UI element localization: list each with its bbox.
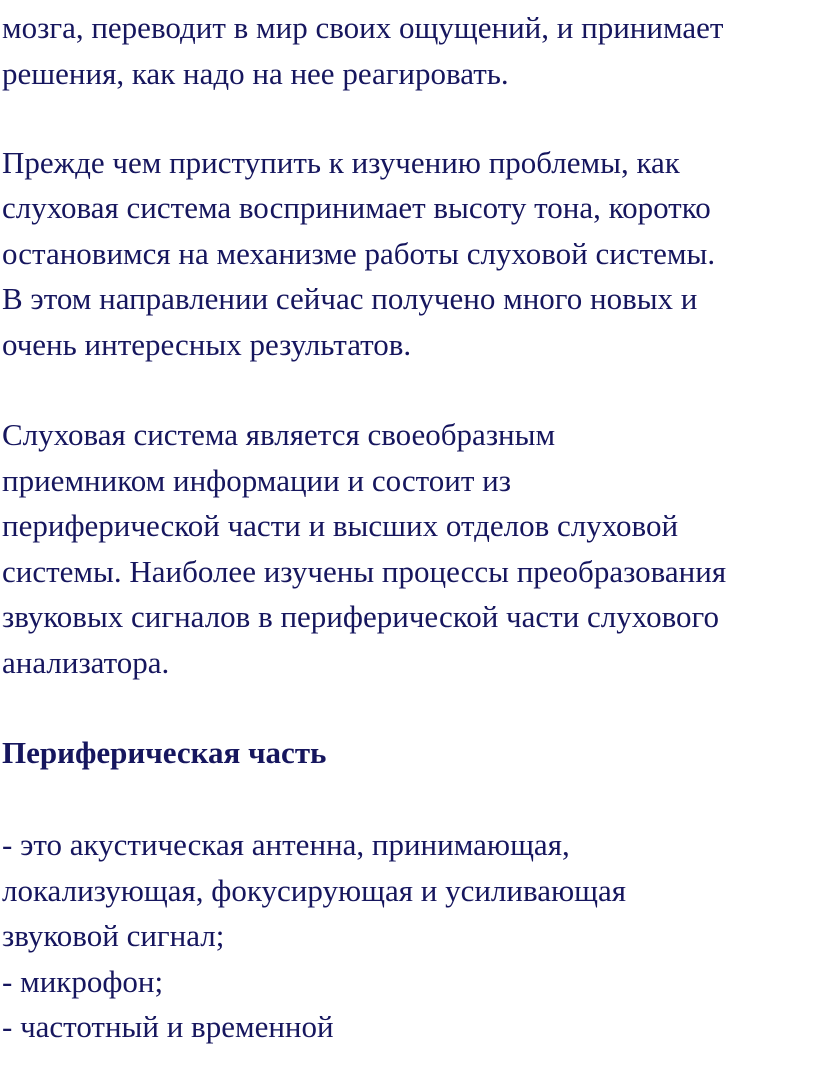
paragraph-2-line-1: Прежде чем приступить к изучению проблемы, как: [2, 145, 680, 180]
paragraph-3-line-3: периферической части и высших отделов слуховой: [2, 508, 679, 543]
paragraph-1-line-1: мозга, переводит в мир своих ощущений, и принимает: [2, 10, 724, 45]
paragraph-2-line-5: очень интересных результатов.: [2, 327, 412, 362]
list-line-2: локализующая, фокусирующая и усиливающая: [2, 873, 627, 908]
paragraph-1-line-2: решения, как надо на нее реагировать.: [2, 56, 509, 91]
paragraph-2-line-4: В этом направлении сейчас получено много новых и: [2, 281, 698, 316]
section-heading: Периферическая часть: [2, 735, 327, 770]
list-line-3: звуковой сигнал;: [2, 918, 225, 953]
paragraph-3-line-6: анализатора.: [2, 645, 170, 680]
paragraph-3-line-4: системы. Наиболее изучены процессы преобразования: [2, 554, 727, 589]
paragraph-3-line-2: приемником информации и состоит из: [2, 463, 511, 498]
list-line-1: - это акустическая антенна, принимающая,: [2, 827, 570, 862]
paragraph-3-line-1: Слуховая система является своеобразным: [2, 417, 556, 452]
list-line-4: - микрофон;: [2, 964, 164, 999]
paragraph-2-line-3: остановимся на механизме работы слуховой системы.: [2, 236, 716, 271]
paragraph-2-line-2: слуховая система воспринимает высоту тона, коротко: [2, 190, 711, 225]
list-line-5: - частотный и временной: [2, 1009, 334, 1044]
paragraph-3-line-5: звуковых сигналов в периферической части слухового: [2, 599, 719, 634]
